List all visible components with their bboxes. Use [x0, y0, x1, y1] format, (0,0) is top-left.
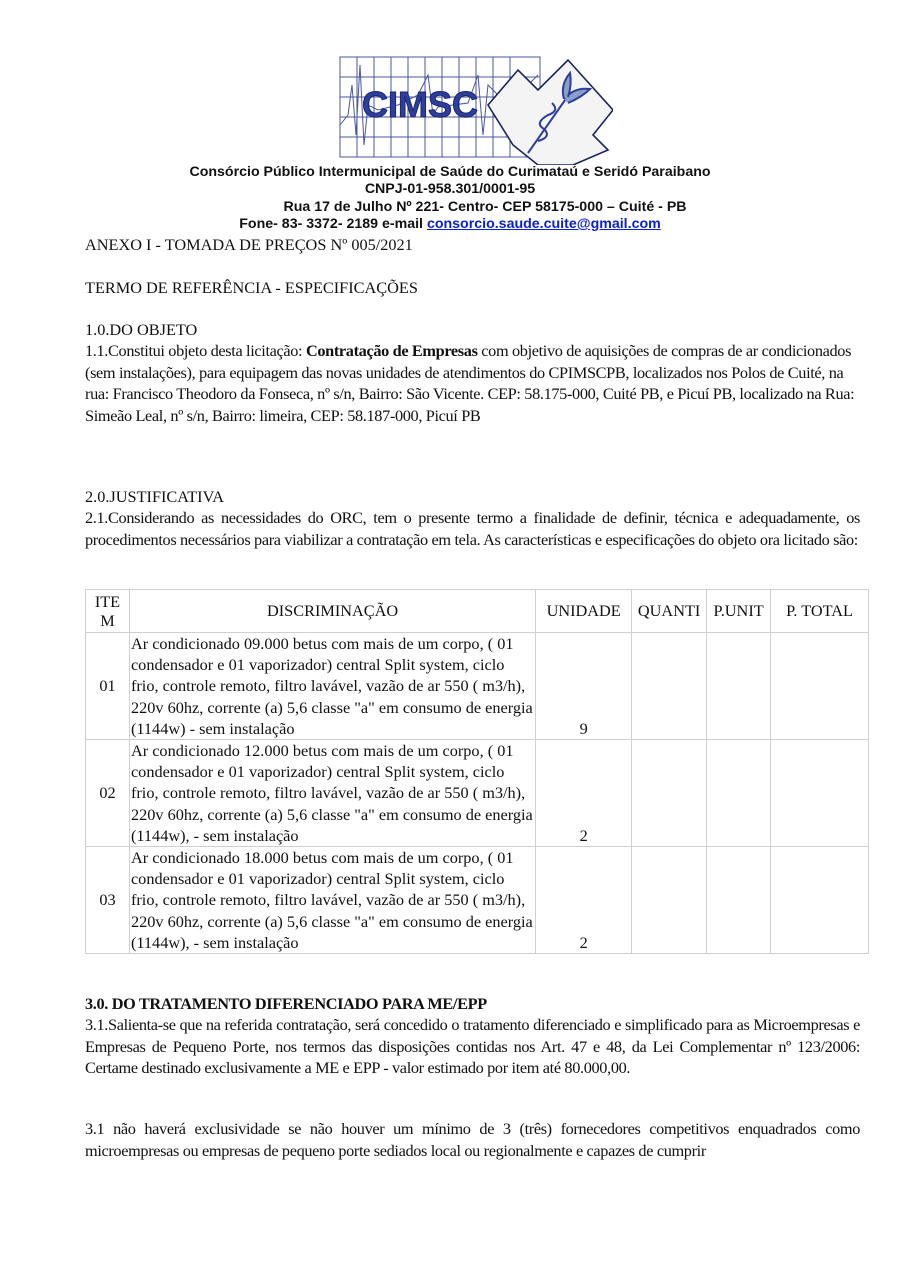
header-quantity: QUANTI: [632, 590, 707, 633]
header-unit: UNIDADE: [536, 590, 632, 633]
cell-unit: 9: [536, 633, 632, 740]
section-3-heading: 3.0. DO TRATAMENTO DIFERENCIADO PARA ME/EPP: [85, 994, 487, 1013]
cell-item: 01: [86, 633, 130, 740]
table-row: [86, 847, 869, 954]
header-unit-price: P.UNIT: [707, 590, 771, 633]
cell-quantity: [632, 633, 707, 740]
table-header-row: [86, 590, 869, 633]
header-item: ITE M: [86, 590, 130, 633]
cell-quantity: [632, 847, 707, 954]
cell-description: Ar condicionado 12.000 betus com mais de um corpo, ( 01 condensador e 01 vaporizador) central Split system, ciclo frio, controle remoto, filtro lavável, vazão de ar 550 ( m3/h), 220v 60hz, corrente (a) 5,6 classe "a" em consumo de energia (1144w), - sem instalação: [129, 740, 535, 847]
annex-title: ANEXO I - TOMADA DE PREÇOS Nº 005/2021: [85, 235, 413, 254]
org-address: Rua 17 de Julho Nº 221- Centro- CEP 58175-000 – Cuité - PB: [283, 199, 687, 215]
cell-unit-price: [707, 740, 771, 847]
table-row: [86, 740, 869, 847]
cell-unit: 2: [536, 740, 632, 847]
paragraph-text: com objetivo de aquisições de compras de ar condicionados (sem instalações), para equipagem das novas unidades de atendimentos do CPIMSCPB, localizados nos Polos de Cuité, na rua: Francisco Theodoro da Fonseca, nº s/n, Bairro: São Vicente. CEP: 58.175-000, Cuité PB, e Picuí PB, localizado na Rua: Simeão Leal, nº s/n, Bairro: limeira, CEP: 58.187-000, Picuí PB: [85, 341, 855, 425]
section-2-heading: 2.0.JUSTIFICATIVA: [85, 487, 225, 506]
section-1-heading: 1.0.DO OBJETO: [85, 320, 198, 339]
cell-total-price: [771, 847, 869, 954]
cell-item: 03: [86, 847, 130, 954]
header-description: DISCRIMINAÇÃO: [129, 590, 535, 633]
cell-unit: 2: [536, 847, 632, 954]
cimsc-logo: [338, 55, 613, 165]
paragraph-bold-text: Contratação de Empresas: [305, 341, 478, 360]
svg-text:CIMSC: CIMSC: [362, 84, 478, 125]
cell-item: 02: [86, 740, 130, 847]
paragraph-text: 1.1.Constitui objeto desta licitação:: [85, 341, 306, 360]
org-name: Consórcio Público Intermunicipal de Saúde do Curimataú e Seridó Paraibano: [189, 164, 711, 180]
cell-description: Ar condicionado 09.000 betus com mais de um corpo, ( 01 condensador e 01 vaporizador) central Split system, ciclo frio, controle remoto, filtro lavável, vazão de ar 550 ( m3/h), 220v 60hz, corrente (a) 5,6 classe "a" em consumo de energia (1144w) - sem instalação: [129, 633, 535, 740]
document-subtitle: TERMO DE REFERÊNCIA - ESPECIFICAÇÕES: [85, 278, 418, 297]
cell-total-price: [771, 633, 869, 740]
org-cnpj: CNPJ-01-958.301/0001-95: [364, 181, 536, 197]
cell-unit-price: [707, 633, 771, 740]
items-table: [85, 589, 869, 954]
org-contact: [0, 216, 900, 234]
cell-description: Ar condicionado 18.000 betus com mais de um corpo, ( 01 condensador e 01 vaporizador) central Split system, ciclo frio, controle remoto, filtro lavável, vazão de ar 550 ( m3/h), 220v 60hz, corrente (a) 5,6 classe "a" em consumo de energia (1144w), - sem instalação: [129, 847, 535, 954]
header-total-price: P. TOTAL: [771, 590, 869, 633]
section-1-paragraph: [85, 340, 860, 426]
section-2-paragraph: 2.1.Considerando as necessidades do ORC, tem o presente termo a finalidade de definir, técnica e adequadamente, os procedimentos necessários para viabilizar a contratação em tela. As características e especificações do objeto ora licitado são:: [85, 508, 860, 549]
cell-quantity: [632, 740, 707, 847]
org-phone: Fone- 83- 3372- 2189 e-mail: [239, 216, 427, 232]
email-link[interactable]: consorcio.saude.cuite@gmail.com: [426, 216, 661, 232]
cell-total-price: [771, 740, 869, 847]
section-3-paragraph-1: 3.1.Salienta-se que na referida contratação, será concedido o tratamento diferenciado e simplificado para as Microempresas e Empresas de Pequeno Porte, nos termos das disposições contidas nos Art. 47 e 48, da Lei Complementar nº 123/2006: Certame destinado exclusivamente a ME e EPP - valor estimado por item até 80.000,00.: [85, 1015, 860, 1077]
cell-unit-price: [707, 847, 771, 954]
table-row: [86, 633, 869, 740]
section-3-paragraph-2: 3.1 não haverá exclusividade se não houver um mínimo de 3 (três) fornecedores competitivos enquadrados como microempresas ou empresas de pequeno porte sediados local ou regionalmente e capazes de cumprir: [85, 1119, 860, 1160]
